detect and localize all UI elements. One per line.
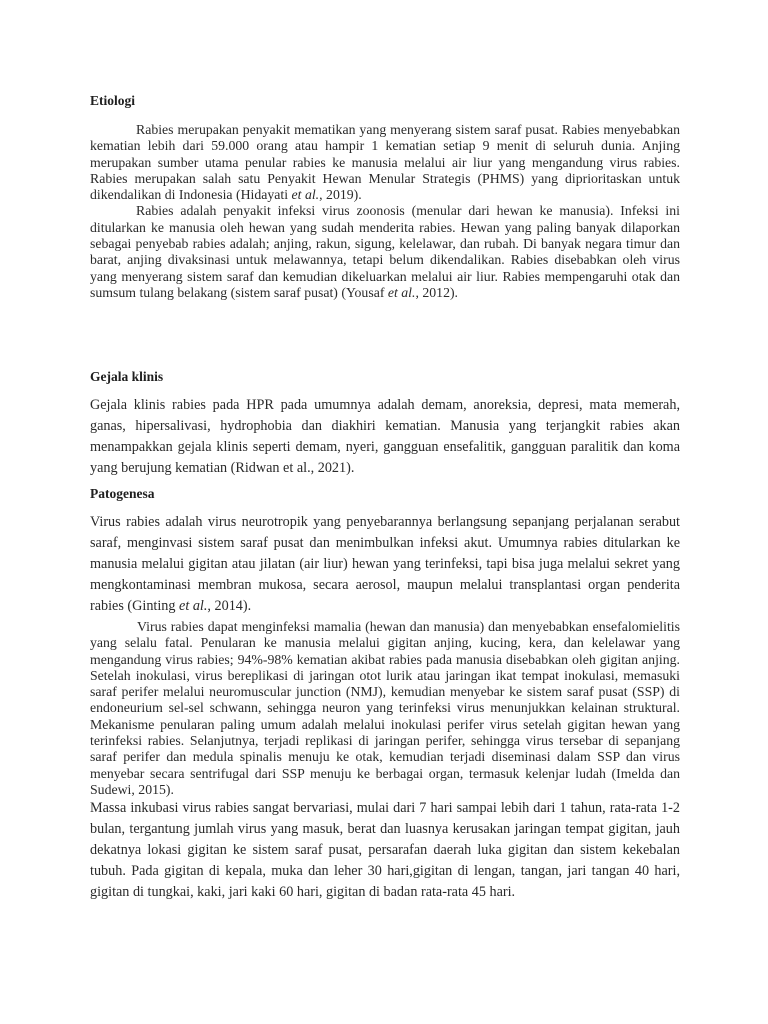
section-etiologi xyxy=(90,93,680,109)
section-patogenesa-body-2 xyxy=(90,619,680,903)
citation-etal: et al. xyxy=(291,187,320,203)
heading-gejala-klinis: Gejala klinis xyxy=(90,369,164,384)
citation-year: , 2012). xyxy=(415,284,459,300)
paragraph xyxy=(90,122,680,203)
section-etiologi-body xyxy=(90,122,680,301)
paragraph: Massa inkubasi virus rabies sangat bervariasi, mulai dari 7 hari sampai lebih dari 1 tahun, rata-rata 1-2 bulan, tergantung jumlah virus yang masuk, berat dan luasnya kerusakan jaringan tempat gigitan, jauh dekatnya lokasi gigitan ke sistem saraf pusat, persarafan daerah luka gigitan dan sistem kekebalan tubuh. Pada gigitan di kepala, muka dan leher 30 hari,gigitan di lengan, tangan, jari tangan 40 hari, gigitan di tungkai, kaki, jari kaki 60 hari, gigitan di badan rata-rata 45 hari. xyxy=(90,800,680,900)
paragraph xyxy=(90,512,680,617)
paragraph-text: Rabies adalah penyakit infeksi virus zoonosis (menular dari hewan ke manusia). Infeksi ini ditularkan ke manusia oleh hewan yang sudah menderita rabies. Hewan yang paling banyak dilaporkan sebagai penyebab rabies adalah; anjing, rakun, sigung, kelelawar, dan rubah. Di banyak negara timur dan barat, anjing divaksinasi untuk melawannya, tetapi belum dikendalikan. Rabies disebabkan oleh virus yang menyerang sistem saraf dan kemudian dikeluarkan melalui air liur. Rabies mempengaruhi otak dan sumsum tulang belakang (sistem saraf pusat) (Yousaf xyxy=(90,203,680,300)
heading-etiologi: Etiologi xyxy=(90,93,136,108)
section-gejala-body xyxy=(90,395,680,479)
citation-year: , 2019). xyxy=(319,187,362,203)
paragraph: Gejala klinis rabies pada HPR pada umumnya adalah demam, anoreksia, depresi, mata memerah, ganas, hipersalivasi, hydrophobia dan diakhiri kematian. Manusia yang terjangkit rabies akan menampakkan gejala klinis seperti demam, nyeri, gangguan ensefalitik, gangguan paralitik dan koma yang berujung kematian (Ridwan et al., 2021). xyxy=(90,397,680,476)
section-gejala xyxy=(90,369,680,385)
citation-etal: et al. xyxy=(387,284,416,300)
paragraph-text: Virus rabies adalah virus neurotropik yang penyebarannya berlangsung sepanjang perjalanan serabut saraf, menginvasi sistem saraf pusat dan menimbulkan infeksi akut. Umumnya rabies ditularkan ke manusia melalui gigitan atau jilatan (air liur) hewan yang terinfeksi, tapi bisa juga melalui sekret yang mengkontaminasi membran mukosa, secara aerosol, maupun melalui transplantasi organ penderita rabies (Ginting xyxy=(90,514,680,614)
paragraph-text: Rabies merupakan penyakit mematikan yang menyerang sistem saraf pusat. Rabies menyebabkan kematian lebih dari 59.000 orang atau hampir 1 kematian setiap 9 menit di seluruh dunia. Anjing merupakan sumber utama penular rabies ke manusia melalui air liur yang mengandung virus rabies. Rabies merupakan salah satu Penyakit Hewan Menular Strategis (PHMS) yang diprioritaskan untuk dikendalikan di Indonesia (Hidayati xyxy=(90,122,680,203)
citation-etal: et al. xyxy=(179,597,208,614)
citation-year: , 2014). xyxy=(207,597,252,614)
section-patogenesa-body-1 xyxy=(90,512,680,617)
section-patogenesa xyxy=(90,486,680,502)
heading-patogenesa: Patogenesa xyxy=(90,486,155,501)
paragraph: Virus rabies dapat menginfeksi mamalia (hewan dan manusia) dan menyebabkan ensefalomielitis yang selalu fatal. Penularan ke manusia melalui gigitan anjing, kucing, kera, dan kelelawar yang mengandung virus rabies; 94%-98% kematian akibat rabies pada manusia disebabkan oleh gigitan anjing. Setelah inokulasi, virus bereplikasi di jaringan otot lurik atau jaringan ikat tempat inokulasi, memasuki saraf perifer melalui neuromuscular junction (NMJ), kemudian menyebar ke sistem saraf pusat (SSP) di endoneurium sel-sel schwann, sehingga neuron yang terinfeksi virus menunjukkan kelainan struktural. Mekanisme penularan paling umum adalah melalui inokulasi perifer virus setelah gigitan hewan yang terinfeksi rabies. Selanjutnya, terjadi replikasi di jaringan perifer, sehingga virus tersebar di sepanjang saraf perifer dan medula spinalis menuju ke otak, kemudian terjadi diseminasi dalam SSP dan virus menyebar secara sentrifugal dari SSP menuju ke berbagai organ, termasuk kelenjar ludah (Imelda dan Sudewi, 2015). xyxy=(90,619,680,797)
paragraph xyxy=(90,203,680,301)
